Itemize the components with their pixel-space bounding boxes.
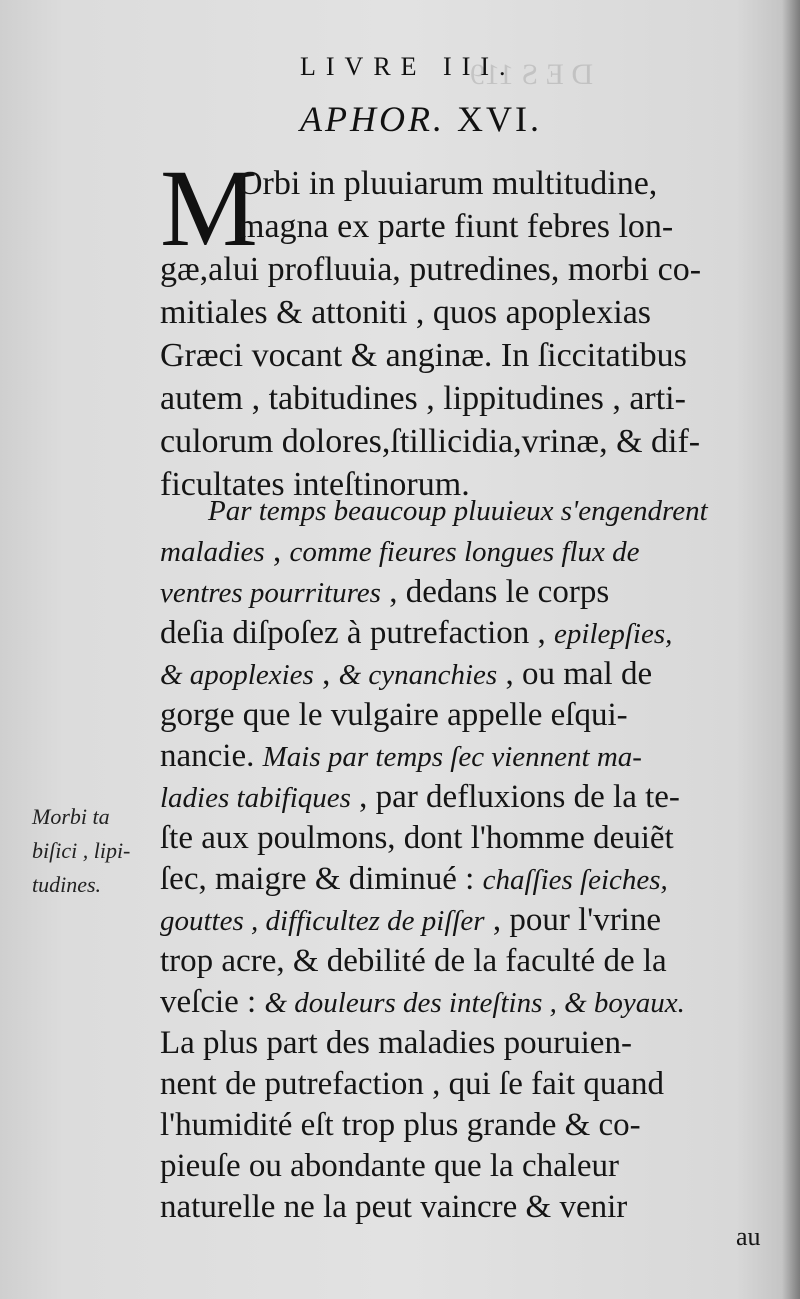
french-line [160, 777, 770, 818]
french-italic: comme fieures longues flux de [289, 536, 640, 568]
french-line: naturelle ne la peut vaincre & venir [160, 1189, 628, 1225]
latin-line: Græci vocant & anginæ. In ſiccitatibus [160, 337, 687, 374]
bleed-through-text: D E S 119 [470, 58, 594, 91]
french-italic: & douleurs des inteſtins , & boyaux. [264, 987, 685, 1019]
page-edge-shadow [782, 0, 800, 1299]
running-title: LIVRE III. [300, 52, 516, 81]
french-italic: maladies [160, 536, 265, 568]
latin-line: autem , tabitudines , lippitudines , arti- [160, 380, 686, 417]
marginal-line: tudines. [32, 872, 102, 897]
french-roman: , [313, 656, 339, 692]
french-line [160, 572, 770, 613]
french-line: La plus part des maladies pouruien- [160, 1025, 632, 1061]
french-roman: veſcie : [160, 984, 265, 1020]
french-line: nent de putrefaction , qui ſe fait quand [160, 1066, 664, 1102]
french-italic: Par temps beaucoup pluuieux s'engendrent [208, 495, 708, 527]
drop-cap: M [160, 147, 258, 269]
french-roman: , [264, 533, 290, 569]
french-italic: & cynanchies [338, 659, 498, 691]
french-line [160, 900, 770, 941]
marginal-note [32, 800, 152, 902]
latin-line: Orbi in pluuiarum multitudine, [238, 165, 658, 202]
french-line [160, 531, 770, 572]
french-roman: , dedans le corps [380, 574, 610, 610]
french-line [160, 736, 770, 777]
french-line: ſte aux poulmons, dont l'homme deuiẽt [160, 820, 674, 856]
french-italic: & apoplexies [160, 659, 314, 691]
aphorism-number: XVI. [456, 99, 542, 139]
marginal-line: biſici , lipi- [32, 838, 131, 863]
latin-text [160, 162, 770, 506]
french-roman: , ou mal de [497, 656, 653, 692]
french-line: pieuſe ou abondante que la chaleur [160, 1148, 620, 1184]
french-line [160, 490, 770, 531]
french-line [160, 654, 770, 695]
marginal-line: Morbi ta [32, 804, 110, 829]
french-translation [160, 490, 770, 1228]
aphorism-prefix: APHOR. [300, 99, 445, 139]
french-italic: chaſſies ſeiches, [482, 864, 668, 896]
french-italic: ventres pourritures [160, 577, 381, 609]
french-line: l'humidité eſt trop plus grande & co- [160, 1107, 641, 1143]
french-roman: , pour l'vrine [484, 902, 662, 938]
french-italic: gouttes , difficultez de piſſer [160, 905, 485, 937]
french-line: gorge que le vulgaire appelle eſqui- [160, 697, 628, 733]
french-line [160, 982, 770, 1023]
latin-line: culorum dolores,ſtillicidia,vrinæ, & dif- [160, 423, 701, 460]
french-roman: deſia diſpoſez à putrefaction , [160, 615, 555, 651]
french-line [160, 859, 770, 900]
french-roman: , par defluxions de la te- [350, 779, 680, 815]
french-line: trop acre, & debilité de la faculté de la [160, 943, 667, 979]
latin-line: magna ex parte fiunt febres lon- [238, 208, 674, 245]
french-italic: ladies tabifiques [160, 782, 351, 814]
catchword: au [736, 1222, 761, 1251]
french-line [160, 613, 770, 654]
latin-line: mitiales & attoniti , quos apoplexias [160, 294, 652, 331]
latin-line: gæ,alui profluuia, putredines, morbi co- [160, 251, 702, 288]
aphorism-heading [300, 98, 620, 140]
french-roman: nancie. [160, 738, 263, 774]
french-italic: Mais par temps ſec viennent ma- [262, 741, 642, 773]
french-italic: epilepſies, [554, 618, 673, 650]
latin-line: ficultates inteſtinorum. [160, 466, 470, 503]
french-roman: ſec, maigre & diminué : [160, 861, 483, 897]
